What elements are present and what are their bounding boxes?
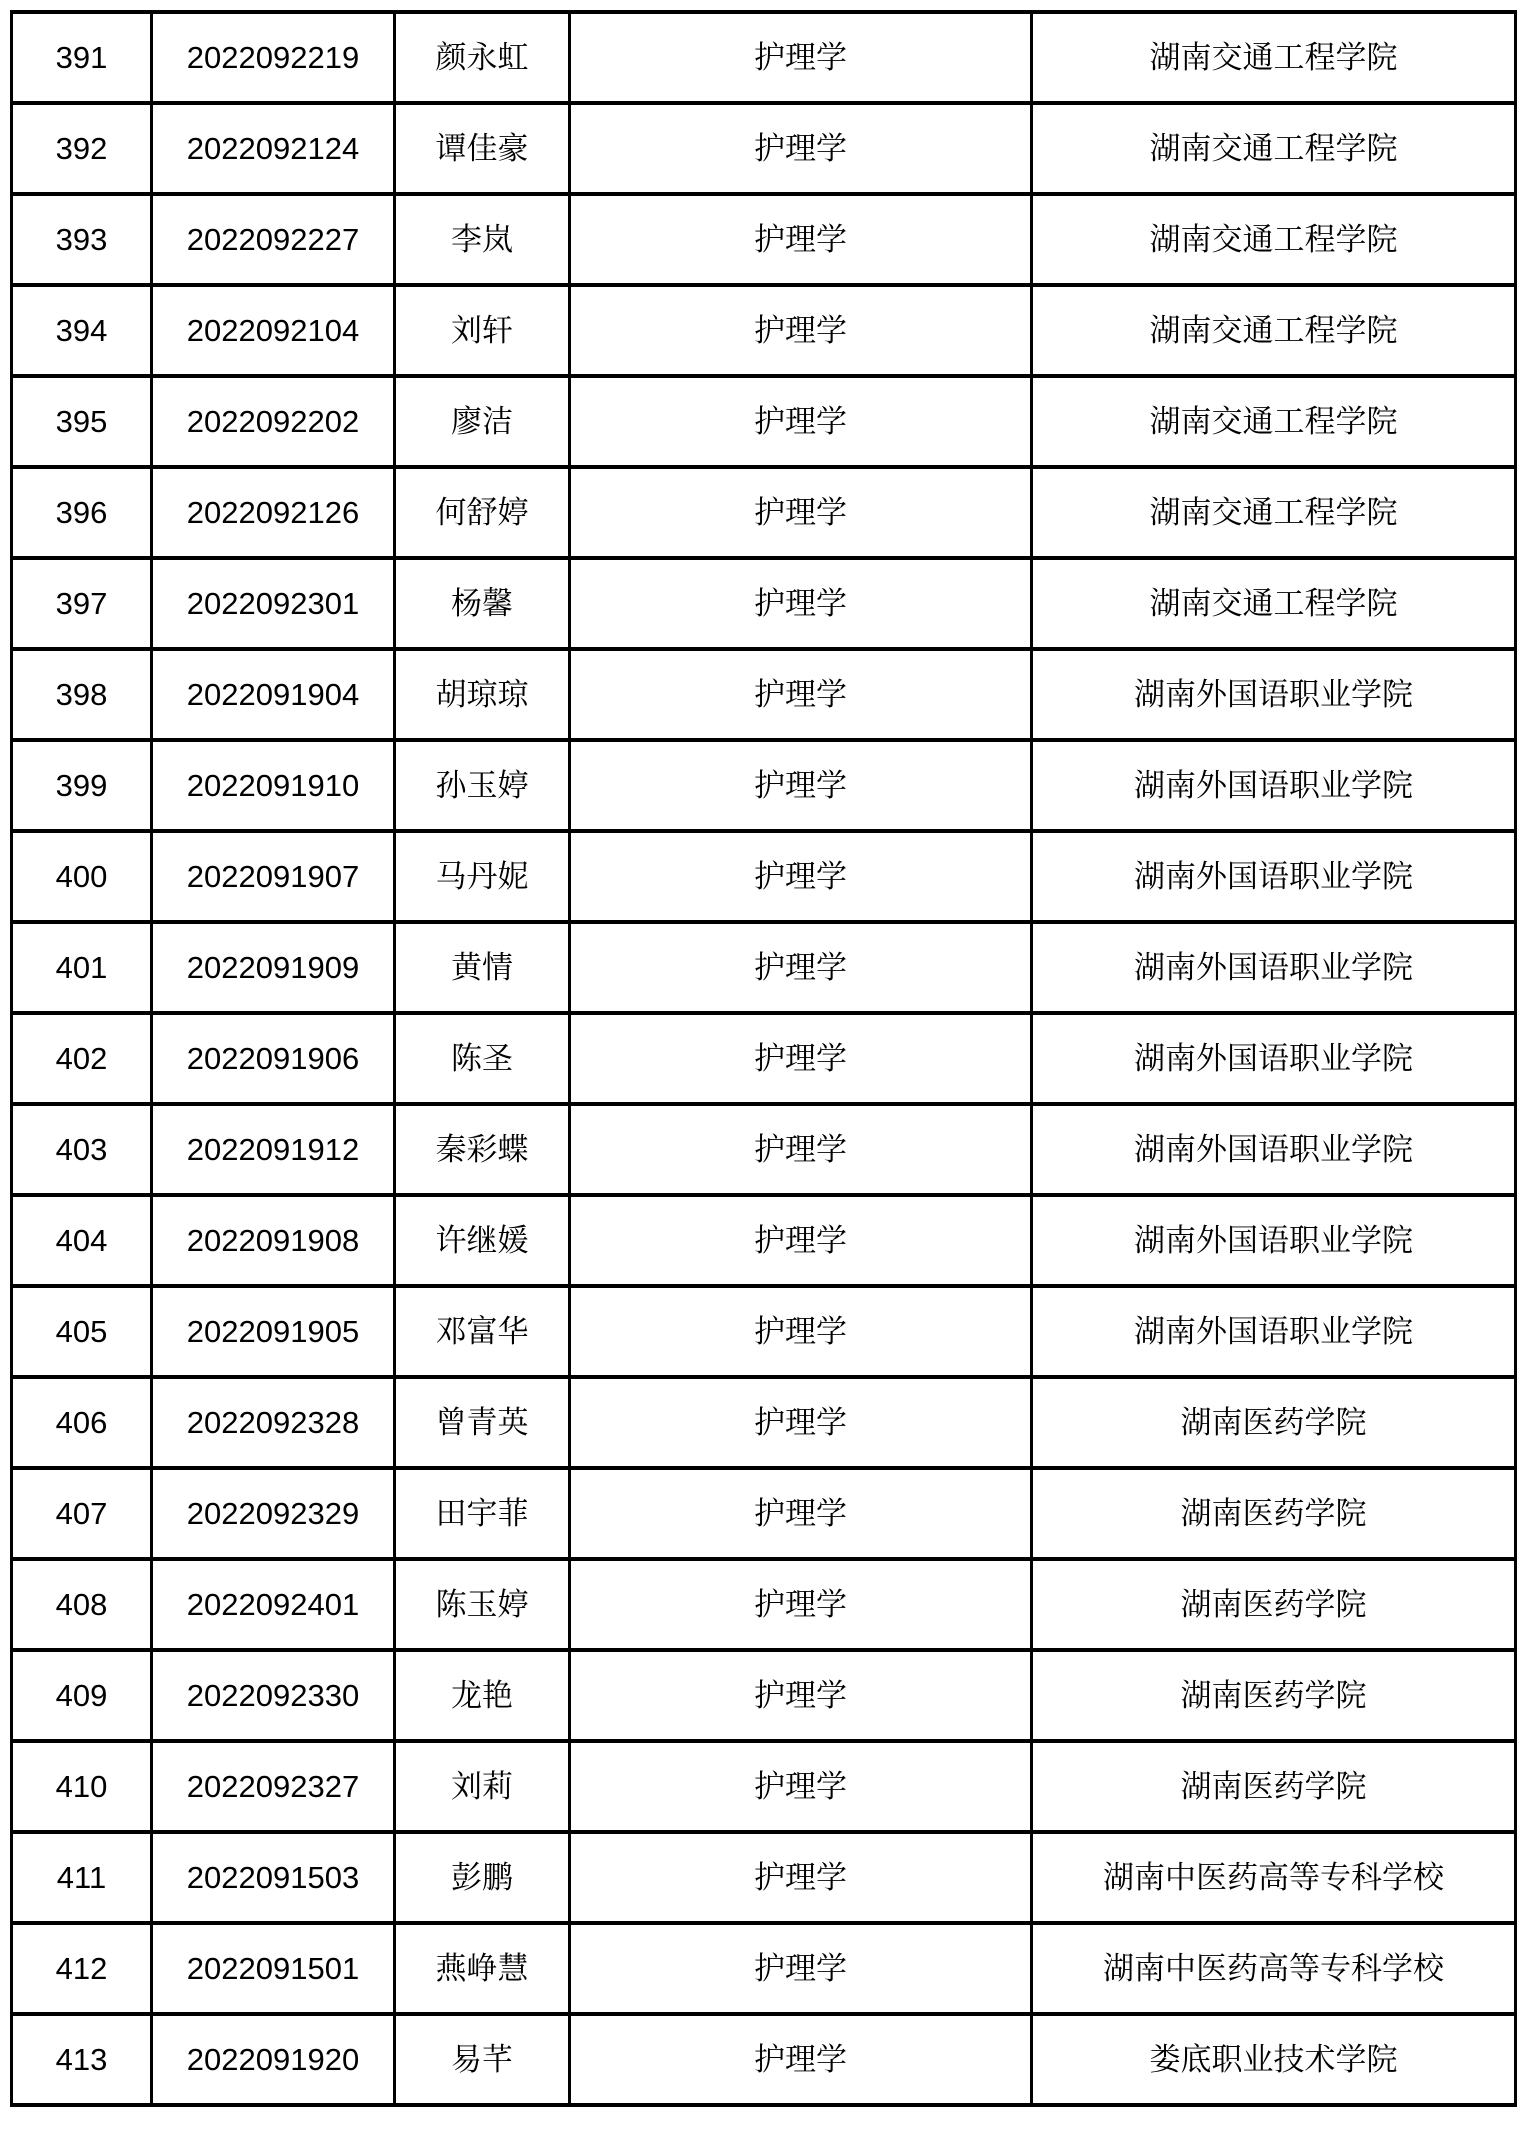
table-row	[12, 1468, 1516, 1559]
row-index-cell: 397	[12, 558, 152, 649]
name-cell: 易芊	[395, 2014, 570, 2105]
school-cell: 湖南交通工程学院	[1032, 376, 1516, 467]
name-cell: 廖洁	[395, 376, 570, 467]
school-cell: 湖南交通工程学院	[1032, 558, 1516, 649]
student-id-cell: 2022092202	[152, 376, 395, 467]
major-cell: 护理学	[570, 1650, 1032, 1741]
table-row	[12, 1377, 1516, 1468]
school-cell: 湖南外国语职业学院	[1032, 831, 1516, 922]
row-index-cell: 407	[12, 1468, 152, 1559]
major-cell: 护理学	[570, 1013, 1032, 1104]
student-roster-table	[10, 10, 1517, 2107]
name-cell: 黄情	[395, 922, 570, 1013]
student-id-cell: 2022092329	[152, 1468, 395, 1559]
row-index-cell: 408	[12, 1559, 152, 1650]
major-cell: 护理学	[570, 2014, 1032, 2105]
name-cell: 孙玉婷	[395, 740, 570, 831]
roster-table-body	[12, 12, 1516, 2105]
table-row	[12, 922, 1516, 1013]
table-row	[12, 1559, 1516, 1650]
name-cell: 秦彩蝶	[395, 1104, 570, 1195]
major-cell: 护理学	[570, 1377, 1032, 1468]
major-cell: 护理学	[570, 922, 1032, 1013]
table-row	[12, 1013, 1516, 1104]
school-cell: 湖南外国语职业学院	[1032, 1104, 1516, 1195]
row-index-cell: 398	[12, 649, 152, 740]
school-cell: 湖南医药学院	[1032, 1468, 1516, 1559]
name-cell: 邓富华	[395, 1286, 570, 1377]
name-cell: 李岚	[395, 194, 570, 285]
student-id-cell: 2022092219	[152, 12, 395, 103]
major-cell: 护理学	[570, 1195, 1032, 1286]
row-index-cell: 404	[12, 1195, 152, 1286]
name-cell: 龙艳	[395, 1650, 570, 1741]
row-index-cell: 395	[12, 376, 152, 467]
major-cell: 护理学	[570, 1286, 1032, 1377]
name-cell: 颜永虹	[395, 12, 570, 103]
row-index-cell: 401	[12, 922, 152, 1013]
major-cell: 护理学	[570, 1104, 1032, 1195]
major-cell: 护理学	[570, 467, 1032, 558]
major-cell: 护理学	[570, 194, 1032, 285]
major-cell: 护理学	[570, 12, 1032, 103]
major-cell: 护理学	[570, 103, 1032, 194]
row-index-cell: 409	[12, 1650, 152, 1741]
school-cell: 湖南中医药高等专科学校	[1032, 1923, 1516, 2014]
table-row	[12, 467, 1516, 558]
school-cell: 娄底职业技术学院	[1032, 2014, 1516, 2105]
name-cell: 田宇菲	[395, 1468, 570, 1559]
table-row	[12, 1741, 1516, 1832]
school-cell: 湖南医药学院	[1032, 1650, 1516, 1741]
table-row	[12, 285, 1516, 376]
school-cell: 湖南外国语职业学院	[1032, 922, 1516, 1013]
row-index-cell: 392	[12, 103, 152, 194]
row-index-cell: 396	[12, 467, 152, 558]
row-index-cell: 391	[12, 12, 152, 103]
student-id-cell: 2022092301	[152, 558, 395, 649]
name-cell: 彭鹏	[395, 1832, 570, 1923]
school-cell: 湖南外国语职业学院	[1032, 649, 1516, 740]
table-row	[12, 558, 1516, 649]
student-id-cell: 2022092227	[152, 194, 395, 285]
name-cell: 何舒婷	[395, 467, 570, 558]
row-index-cell: 412	[12, 1923, 152, 2014]
table-row	[12, 1104, 1516, 1195]
student-id-cell: 2022092328	[152, 1377, 395, 1468]
table-row	[12, 12, 1516, 103]
student-id-cell: 2022092104	[152, 285, 395, 376]
row-index-cell: 393	[12, 194, 152, 285]
student-id-cell: 2022091906	[152, 1013, 395, 1104]
major-cell: 护理学	[570, 1923, 1032, 2014]
name-cell: 陈圣	[395, 1013, 570, 1104]
name-cell: 曾青英	[395, 1377, 570, 1468]
row-index-cell: 410	[12, 1741, 152, 1832]
school-cell: 湖南交通工程学院	[1032, 12, 1516, 103]
student-id-cell: 2022091905	[152, 1286, 395, 1377]
school-cell: 湖南外国语职业学院	[1032, 1013, 1516, 1104]
student-id-cell: 2022091910	[152, 740, 395, 831]
row-index-cell: 406	[12, 1377, 152, 1468]
row-index-cell: 394	[12, 285, 152, 376]
student-id-cell: 2022091501	[152, 1923, 395, 2014]
student-id-cell: 2022092126	[152, 467, 395, 558]
major-cell: 护理学	[570, 1468, 1032, 1559]
major-cell: 护理学	[570, 1832, 1032, 1923]
school-cell: 湖南医药学院	[1032, 1741, 1516, 1832]
name-cell: 许继媛	[395, 1195, 570, 1286]
student-id-cell: 2022091907	[152, 831, 395, 922]
row-index-cell: 403	[12, 1104, 152, 1195]
school-cell: 湖南外国语职业学院	[1032, 740, 1516, 831]
student-id-cell: 2022091904	[152, 649, 395, 740]
student-id-cell: 2022092327	[152, 1741, 395, 1832]
table-row	[12, 1832, 1516, 1923]
school-cell: 湖南外国语职业学院	[1032, 1195, 1516, 1286]
major-cell: 护理学	[570, 558, 1032, 649]
table-row	[12, 1195, 1516, 1286]
name-cell: 谭佳豪	[395, 103, 570, 194]
major-cell: 护理学	[570, 285, 1032, 376]
school-cell: 湖南医药学院	[1032, 1559, 1516, 1650]
table-row	[12, 649, 1516, 740]
student-id-cell: 2022091920	[152, 2014, 395, 2105]
major-cell: 护理学	[570, 649, 1032, 740]
row-index-cell: 400	[12, 831, 152, 922]
table-row	[12, 376, 1516, 467]
table-row	[12, 103, 1516, 194]
table-row	[12, 194, 1516, 285]
student-id-cell: 2022091503	[152, 1832, 395, 1923]
student-id-cell: 2022092124	[152, 103, 395, 194]
school-cell: 湖南中医药高等专科学校	[1032, 1832, 1516, 1923]
table-row	[12, 1650, 1516, 1741]
table-row	[12, 2014, 1516, 2105]
major-cell: 护理学	[570, 831, 1032, 922]
row-index-cell: 399	[12, 740, 152, 831]
school-cell: 湖南外国语职业学院	[1032, 1286, 1516, 1377]
major-cell: 护理学	[570, 376, 1032, 467]
name-cell: 杨馨	[395, 558, 570, 649]
major-cell: 护理学	[570, 740, 1032, 831]
name-cell: 陈玉婷	[395, 1559, 570, 1650]
school-cell: 湖南交通工程学院	[1032, 285, 1516, 376]
row-index-cell: 413	[12, 2014, 152, 2105]
school-cell: 湖南交通工程学院	[1032, 194, 1516, 285]
name-cell: 刘轩	[395, 285, 570, 376]
student-id-cell: 2022091912	[152, 1104, 395, 1195]
row-index-cell: 411	[12, 1832, 152, 1923]
name-cell: 刘莉	[395, 1741, 570, 1832]
name-cell: 马丹妮	[395, 831, 570, 922]
table-row	[12, 1286, 1516, 1377]
student-id-cell: 2022092330	[152, 1650, 395, 1741]
major-cell: 护理学	[570, 1559, 1032, 1650]
major-cell: 护理学	[570, 1741, 1032, 1832]
table-row	[12, 831, 1516, 922]
name-cell: 胡琼琼	[395, 649, 570, 740]
student-id-cell: 2022091909	[152, 922, 395, 1013]
school-cell: 湖南医药学院	[1032, 1377, 1516, 1468]
table-row	[12, 1923, 1516, 2014]
student-id-cell: 2022092401	[152, 1559, 395, 1650]
student-id-cell: 2022091908	[152, 1195, 395, 1286]
row-index-cell: 402	[12, 1013, 152, 1104]
row-index-cell: 405	[12, 1286, 152, 1377]
table-row	[12, 740, 1516, 831]
school-cell: 湖南交通工程学院	[1032, 103, 1516, 194]
name-cell: 燕峥慧	[395, 1923, 570, 2014]
school-cell: 湖南交通工程学院	[1032, 467, 1516, 558]
